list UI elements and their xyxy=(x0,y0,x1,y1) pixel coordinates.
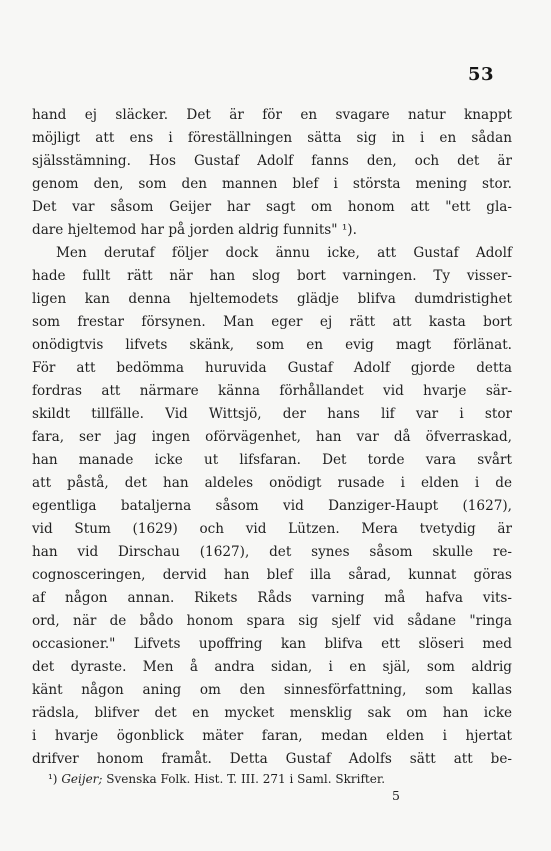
text-line: han vid Dirschau (1627), det synes såsom skulle re- xyxy=(32,544,512,560)
footnote-marker: ¹) xyxy=(48,772,58,786)
text-line: Men derutaf följer dock ännu icke, att Gustaf Adolf xyxy=(56,245,512,261)
text-line: fordras att närmare känna förhållandet vid hvarje sär- xyxy=(32,383,512,399)
text-line: ligen kan denna hjeltemodets glädje blifva dumdristighet xyxy=(32,291,512,307)
text-line: rädsla, blifver det en mycket mensklig sak om han icke xyxy=(32,705,512,721)
footnote-text: Svenska Folk. Hist. T. III. 271 i Saml. Skrifter. xyxy=(106,772,386,786)
text-line: möjligt att ens i föreställningen sätta sig in i en sådan xyxy=(32,130,512,146)
text-line: han manade icke ut lifsfaran. Det torde vara svårt xyxy=(32,452,512,468)
text-line: För att bedömma huruvida Gustaf Adolf gjorde detta xyxy=(32,360,512,376)
text-line: skildt tillfälle. Vid Wittsjö, der hans lif var i stor xyxy=(32,406,512,422)
text-line: ord, när de bådo honom spara sig sjelf vid sådane "ringa xyxy=(32,613,512,629)
signature-mark: 5 xyxy=(392,788,400,803)
text-line: själsstämning. Hos Gustaf Adolf fanns den, och det är xyxy=(32,153,512,169)
text-line: cognosceringen, dervid han blef illa sårad, kunnat göras xyxy=(32,567,512,583)
text-line: drifver honom framåt. Detta Gustaf Adolfs sätt att be- xyxy=(32,751,512,767)
text-line: hade fullt rätt när han slog bort varningen. Ty visser- xyxy=(32,268,512,284)
text-line: i hvarje ögonblick mäter faran, medan elden i hjertat xyxy=(32,728,512,744)
body-text xyxy=(32,104,512,771)
text-line: att påstå, det han aldeles onödigt rusade i elden i de xyxy=(32,475,512,491)
text-line: hand ej släcker. Det är för en svagare natur knappt xyxy=(32,107,512,123)
text-line: egentliga bataljerna såsom vid Danziger-Haupt (1627), xyxy=(32,498,512,514)
text-line: Det var såsom Geijer har sagt om honom att "ett gla- xyxy=(32,199,512,215)
text-line: som frestar försynen. Man eger ej rätt att kasta bort xyxy=(32,314,512,330)
text-line: occasioner." Lifvets upoffring kan blifva ett slöseri med xyxy=(32,636,512,652)
footnote-author: Geijer; xyxy=(61,772,103,786)
text-line: känt någon aning om den sinnesförfattning, som kallas xyxy=(32,682,512,698)
text-line: onödigtvis lifvets skänk, som en evig magt förlänat. xyxy=(32,337,512,353)
text-line: det dyraste. Men å andra sidan, i en själ, som aldrig xyxy=(32,659,512,675)
text-line: dare hjeltemod har på jorden aldrig funnits" ¹). xyxy=(32,222,357,238)
text-line: vid Stum (1629) och vid Lützen. Mera tvetydig är xyxy=(32,521,512,537)
text-line: genom den, som den mannen blef i största mening stor. xyxy=(32,176,512,192)
text-line: af någon annan. Rikets Råds varning må hafva vits- xyxy=(32,590,512,606)
page-number: 53 xyxy=(467,64,494,85)
text-line: fara, ser jag ingen oförvägenhet, han var då öfverraskad, xyxy=(32,429,512,445)
footnote xyxy=(48,771,514,788)
